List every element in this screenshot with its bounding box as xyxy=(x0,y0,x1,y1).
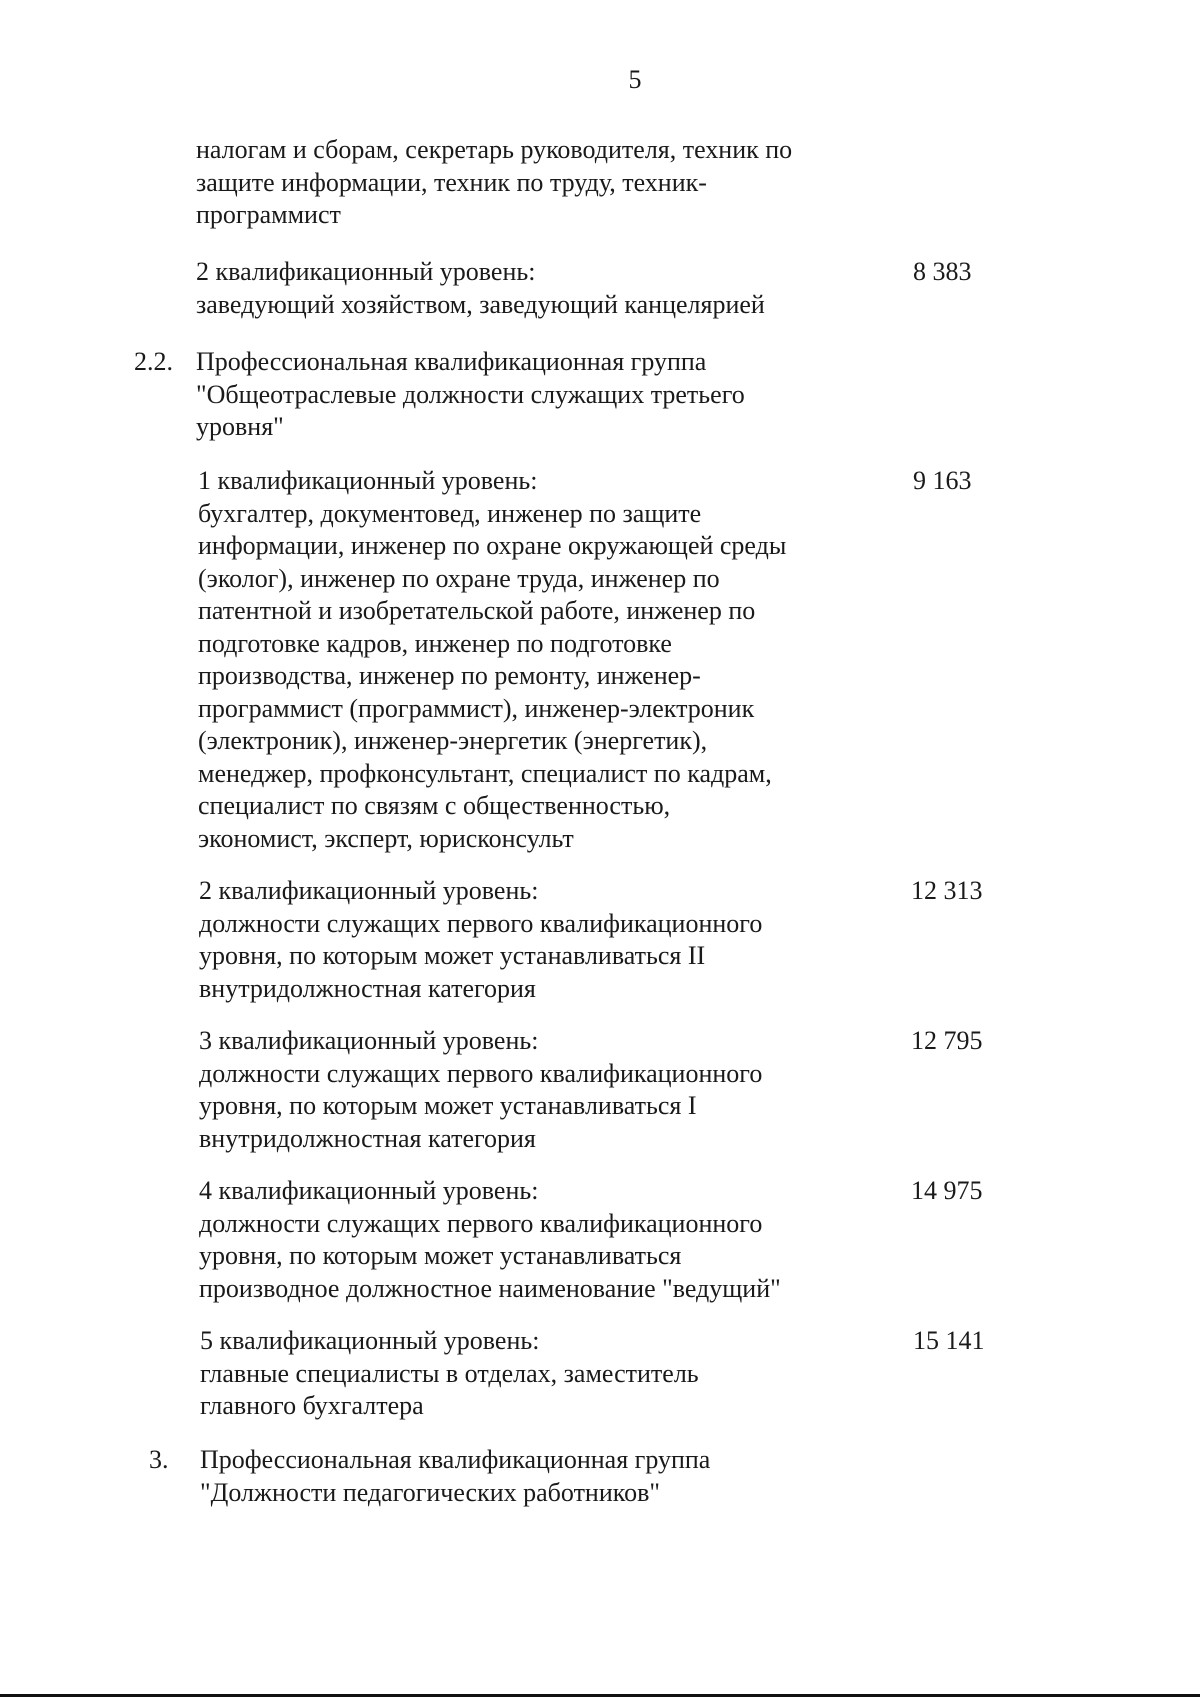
text-line: уровня, по которым может устанавливаться II xyxy=(199,941,706,970)
text-line: уровня, по которым может устанавливаться I xyxy=(199,1091,697,1120)
level-heading: 4 квалификационный уровень: xyxy=(199,1176,539,1205)
text-line: производства, инженер по ремонту, инженер- xyxy=(198,661,701,690)
text-line: (эколог), инженер по охране труда, инженер по xyxy=(198,563,720,593)
level-heading: 5 квалификационный уровень: xyxy=(200,1326,540,1355)
text-line: Профессиональная квалификационная группа xyxy=(200,1445,711,1474)
level-heading: 1 квалификационный уровень: xyxy=(198,466,538,495)
salary-value: 12 313 xyxy=(911,876,983,905)
qualification-level-text xyxy=(196,256,896,321)
qualification-level-text xyxy=(199,1175,899,1305)
group-heading xyxy=(200,1444,900,1509)
level-heading: 2 квалификационный уровень: xyxy=(196,257,536,286)
text-line: информации, инженер по охране окружающей среды xyxy=(198,531,787,560)
text-line: должности служащих первого квалификационного xyxy=(199,1058,763,1088)
text-line: программист (программист), инженер-электроник xyxy=(198,693,755,723)
text-line: внутридолжностная категория xyxy=(199,1123,536,1153)
text-line: уровня, по которым может устанавливаться xyxy=(199,1241,682,1270)
salary-value: 12 795 xyxy=(911,1026,983,1055)
level-heading: 3 квалификационный уровень: xyxy=(199,1026,539,1055)
text-line: (электроник), инженер-энергетик (энергетик), xyxy=(198,726,708,755)
page-number: 5 xyxy=(628,65,642,94)
text-line: уровня" xyxy=(196,412,284,441)
text-line: бухгалтер, документовед, инженер по защите xyxy=(198,498,702,528)
qualification-level-text xyxy=(199,1025,899,1155)
continuation-text xyxy=(196,134,896,232)
text-line: заведующий хозяйством, заведующий канцелярией xyxy=(196,289,765,319)
text-line: Профессиональная квалификационная группа xyxy=(196,347,707,376)
text-line: должности служащих первого квалификационного xyxy=(199,908,763,938)
text-line: защите информации, техник по труду, техник- xyxy=(196,167,707,197)
item-number: 3. xyxy=(149,1445,169,1474)
salary-value: 8 383 xyxy=(913,257,972,286)
salary-value: 9 163 xyxy=(913,466,972,495)
qualification-level-text xyxy=(199,875,899,1005)
text-line: менеджер, профконсультант, специалист по кадрам, xyxy=(198,758,772,788)
text-line: внутридолжностная категория xyxy=(199,973,536,1003)
text-line: подготовке кадров, инженер по подготовке xyxy=(198,628,672,658)
item-number: 2.2. xyxy=(134,347,173,376)
level-heading: 2 квалификационный уровень: xyxy=(199,876,539,905)
text-line: налогам и сборам, секретарь руководителя, техник по xyxy=(196,135,793,164)
text-line: главного бухгалтера xyxy=(200,1391,424,1420)
text-line: главные специалисты в отделах, заместитель xyxy=(200,1358,699,1388)
salary-value: 15 141 xyxy=(913,1326,985,1355)
qualification-level-text xyxy=(198,465,898,855)
qualification-level-text xyxy=(200,1325,900,1423)
group-heading xyxy=(196,346,896,444)
text-line: программист xyxy=(196,200,341,229)
text-line: экономист, эксперт, юрисконсульт xyxy=(198,823,574,853)
text-line: должности служащих первого квалификационного xyxy=(199,1208,763,1238)
text-line: "Общеотраслевые должности служащих третьего xyxy=(196,379,745,409)
text-line: патентной и изобретательской работе, инженер по xyxy=(198,596,756,625)
text-line: специалист по связям с общественностью, xyxy=(198,791,671,820)
text-line: производное должностное наименование "ведущий" xyxy=(199,1273,781,1303)
salary-value: 14 975 xyxy=(911,1176,983,1205)
text-line: "Должности педагогических работников" xyxy=(200,1477,660,1507)
